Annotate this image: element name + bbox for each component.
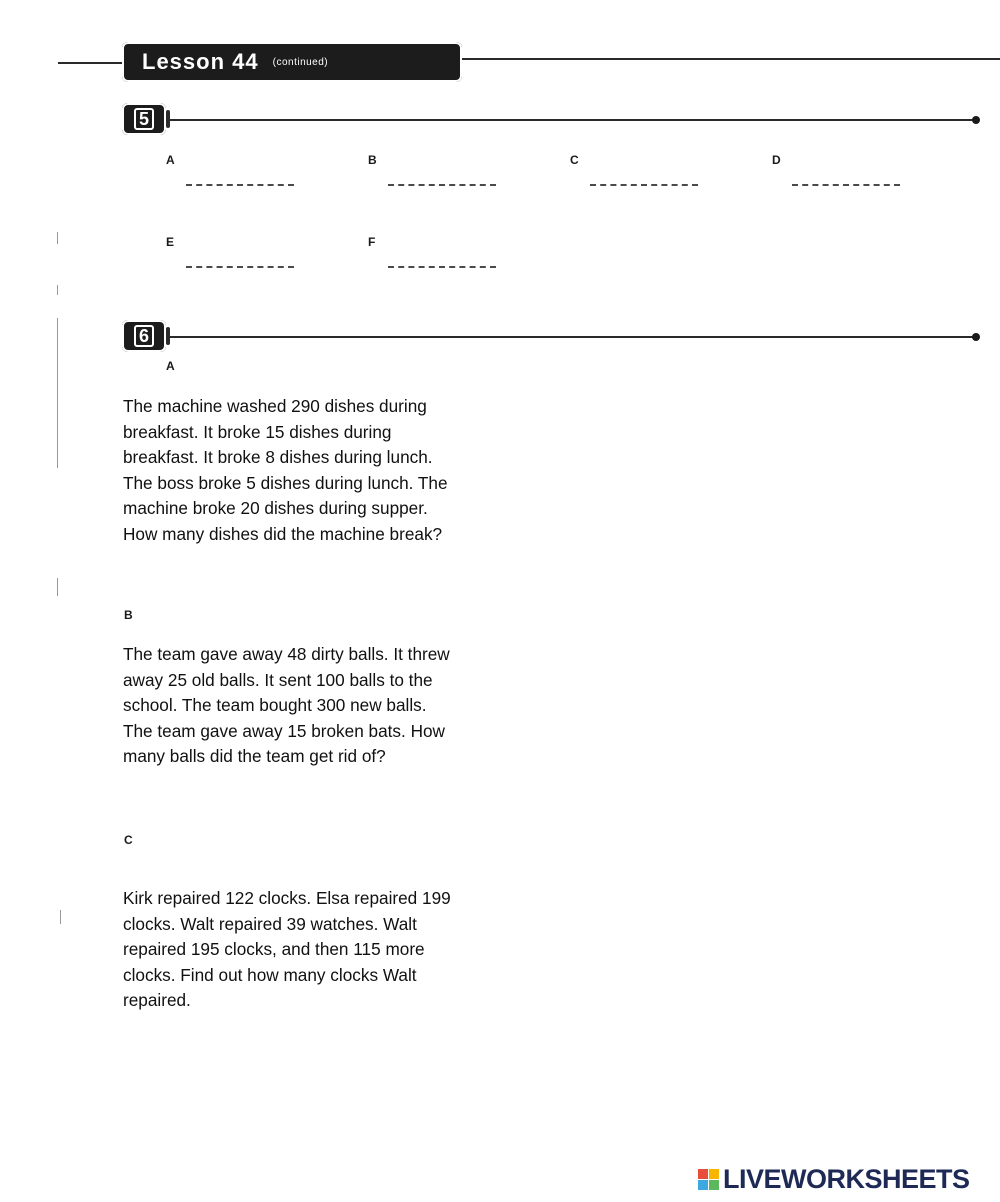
- blank-answer-a[interactable]: [186, 184, 294, 186]
- problem-text-b: [123, 642, 543, 770]
- section-6-line: [170, 336, 976, 338]
- blank-label-d: D: [772, 153, 781, 167]
- blank-answer-d[interactable]: [792, 184, 900, 186]
- logo-square: [698, 1180, 708, 1190]
- problem-c-line: repaired 195 clocks, and then 115 more: [123, 939, 425, 959]
- section-6-badge: [122, 320, 166, 352]
- section-5-line: [170, 119, 976, 121]
- margin-tick: [57, 285, 58, 295]
- problem-b-line: The team gave away 48 dirty balls. It threw: [123, 644, 450, 664]
- problem-a-line: The machine washed 290 dishes during: [123, 396, 427, 416]
- problem-a-line: machine broke 20 dishes during supper.: [123, 498, 428, 518]
- problem-c-line: clocks. Find out how many clocks Walt: [123, 964, 417, 985]
- problem-a-line: breakfast. It broke 15 dishes during: [123, 421, 392, 442]
- logo-square: [698, 1169, 708, 1179]
- watermark-text: LIVEWORKSHEETS: [723, 1164, 970, 1194]
- header-rule-right: [462, 58, 1000, 60]
- problem-c-line: Kirk repaired 122 clocks. Elsa repaired 199: [123, 888, 451, 908]
- blank-label-c: C: [570, 153, 579, 167]
- blank-answer-c[interactable]: [590, 184, 698, 186]
- problem-b-line: school. The team bought 300 new balls.: [123, 695, 427, 715]
- section-5-line-dot: [972, 116, 980, 124]
- blank-answer-b[interactable]: [388, 184, 496, 186]
- header-rule-left: [58, 62, 124, 64]
- margin-tick: [60, 910, 61, 924]
- blank-answer-e[interactable]: [186, 266, 294, 268]
- problem-b-line: many balls did the team get rid of?: [123, 746, 386, 766]
- problem-b-line: The team gave away 15 broken bats. How: [123, 720, 445, 741]
- problem-a-line: How many dishes did the machine break?: [123, 523, 443, 544]
- problem-label-c: C: [124, 833, 133, 847]
- section-5-badge: [122, 103, 166, 135]
- logo-square: [709, 1169, 719, 1179]
- problem-label-b: B: [124, 608, 133, 622]
- problem-a-line: breakfast. It broke 8 dishes during lunch.: [123, 447, 433, 467]
- blank-label-b: B: [368, 153, 377, 167]
- problem-label-a: A: [166, 359, 175, 373]
- lesson-subtitle: (continued): [272, 56, 329, 68]
- problem-b-line: away 25 old balls. It sent 100 balls to the: [123, 669, 433, 690]
- section-5-number: 5: [134, 108, 154, 130]
- liveworksheets-logo-icon: [698, 1169, 719, 1190]
- blank-label-f: F: [368, 235, 376, 249]
- lesson-header-tab: [122, 42, 462, 82]
- margin-tick: [57, 578, 58, 596]
- section-6-line-dot: [972, 333, 980, 341]
- problem-text-a: [123, 394, 543, 547]
- margin-tick: [57, 232, 58, 244]
- problem-text-c: [123, 886, 543, 1014]
- logo-square: [709, 1180, 719, 1190]
- problem-a-line: The boss broke 5 dishes during lunch. The: [123, 472, 448, 493]
- blank-label-a: A: [166, 153, 175, 167]
- problem-c-line: clocks. Walt repaired 39 watches. Walt: [123, 913, 417, 934]
- problem-c-line: repaired.: [123, 990, 191, 1010]
- margin-tick: [57, 318, 58, 468]
- blank-label-e: E: [166, 235, 175, 249]
- blank-answer-f[interactable]: [388, 266, 496, 268]
- liveworksheets-watermark: [698, 1164, 970, 1195]
- section-6-number: 6: [134, 325, 154, 347]
- lesson-title: Lesson 44: [142, 49, 259, 74]
